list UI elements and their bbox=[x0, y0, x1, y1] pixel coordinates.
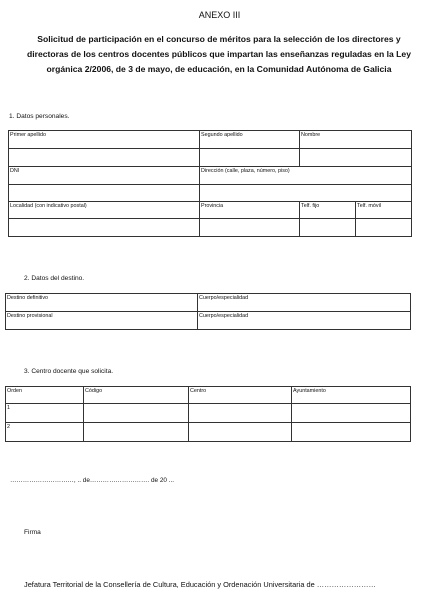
localidad-field[interactable] bbox=[9, 219, 200, 237]
telf-movil-label: Telf. móvil bbox=[356, 202, 412, 219]
cuerpo-especialidad-label[interactable]: Cuerpo/especialidad bbox=[198, 294, 411, 312]
provincia-label: Provincia bbox=[200, 202, 300, 219]
header-centro: Centro bbox=[189, 387, 292, 404]
direccion-field[interactable] bbox=[200, 185, 412, 202]
localidad-label: Localidad (con indicativo postal) bbox=[9, 202, 200, 219]
header-orden: Orden bbox=[6, 387, 84, 404]
title-line: Solicitud de participación en el concurso de méritos para la selección de los directores y bbox=[37, 34, 401, 44]
personal-data-table bbox=[8, 130, 412, 237]
table-row bbox=[6, 423, 411, 442]
direccion-label: Dirección (calle, plaza, número, piso) bbox=[200, 167, 412, 185]
destino-table bbox=[5, 293, 411, 330]
section-destino-heading: 2. Datos del destino. bbox=[24, 275, 85, 282]
centro-field[interactable] bbox=[189, 404, 292, 423]
segundo-apellido-label: Segundo apellido bbox=[200, 131, 300, 149]
orden-cell: 1 bbox=[6, 404, 84, 423]
codigo-field[interactable] bbox=[84, 404, 189, 423]
section-centro-heading: 3. Centro docente que solicita. bbox=[24, 368, 114, 375]
title-line: directoras de los centros docentes públicos que impartan las enseñanzas reguladas en la Ley bbox=[27, 49, 411, 59]
destino-definitivo-label[interactable]: Destino definitivo bbox=[6, 294, 198, 312]
table-row bbox=[6, 404, 411, 423]
primer-apellido-label: Primer apellido bbox=[9, 131, 200, 149]
dni-label: DNI bbox=[9, 167, 200, 185]
segundo-apellido-field[interactable] bbox=[200, 149, 300, 167]
section-personal-heading: 1. Datos personales. bbox=[9, 113, 70, 120]
header-ayuntamiento: Ayuntamiento bbox=[292, 387, 411, 404]
dni-field[interactable] bbox=[9, 185, 200, 202]
nombre-label: Nombre bbox=[300, 131, 412, 149]
signature-label: Firma bbox=[24, 529, 41, 536]
telf-fijo-field[interactable] bbox=[300, 219, 356, 237]
cuerpo-especialidad-label[interactable]: Cuerpo/especialidad bbox=[198, 312, 411, 330]
centro-table bbox=[5, 386, 411, 442]
codigo-field[interactable] bbox=[84, 423, 189, 442]
annex-label: ANEXO III bbox=[198, 10, 241, 20]
provincia-field[interactable] bbox=[200, 219, 300, 237]
nombre-field[interactable] bbox=[300, 149, 412, 167]
ayuntamiento-field[interactable] bbox=[292, 423, 411, 442]
primer-apellido-field[interactable] bbox=[9, 149, 200, 167]
destino-provisional-label[interactable]: Destino provisional bbox=[6, 312, 198, 330]
header-codigo: Código bbox=[84, 387, 189, 404]
telf-fijo-label: Telf. fijo bbox=[300, 202, 356, 219]
ayuntamiento-field[interactable] bbox=[292, 404, 411, 423]
jefatura-line: Jefatura Territorial de la Consellería de Cultura, Educación y Ordenación Universitaria de …………………… bbox=[24, 580, 376, 589]
title-line: orgánica 2/2006, de 3 de mayo, de educación, en la Comunidad Autónoma de Galicia bbox=[46, 64, 392, 74]
centro-field[interactable] bbox=[189, 423, 292, 442]
date-line[interactable]: …………………………, .. de………………………. de 20 ... bbox=[10, 477, 175, 484]
document-title bbox=[14, 32, 424, 77]
orden-cell: 2 bbox=[6, 423, 84, 442]
telf-movil-field[interactable] bbox=[356, 219, 412, 237]
